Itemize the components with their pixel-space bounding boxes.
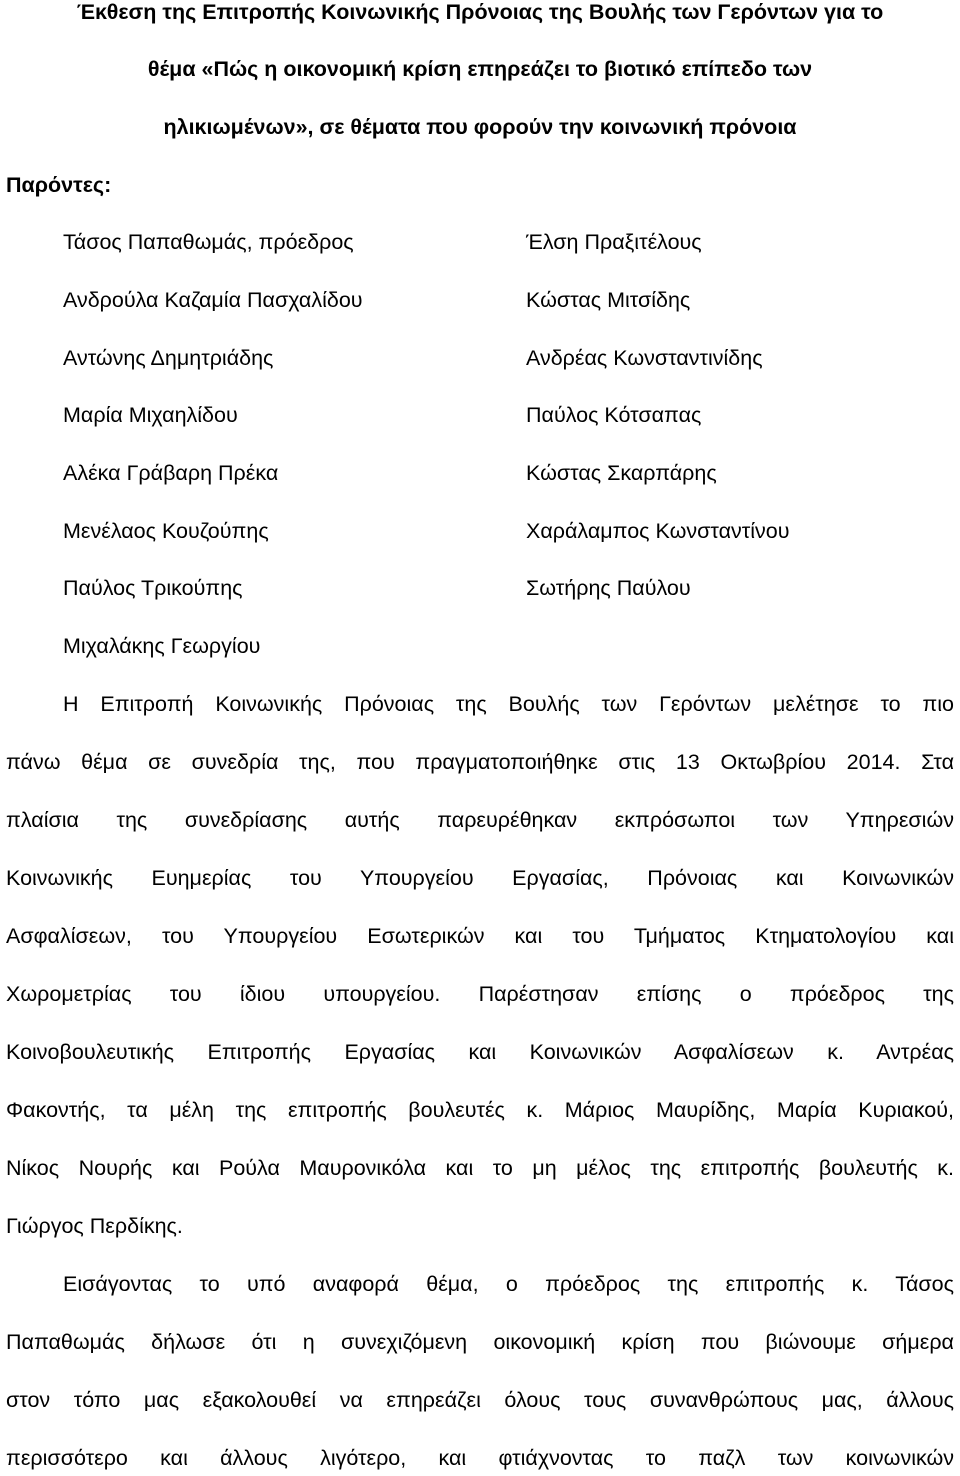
member-left-8: Μιχαλάκης Γεωργίου bbox=[63, 634, 261, 658]
document-title-line-3: ηλικιωμένων», σε θέματα που φορούν την κοινωνική πρόνοια bbox=[163, 115, 797, 139]
paragraph-1-line-2: πάνω θέμα σε συνεδρία της, που πραγματοποιήθηκε στις 13 Οκτωβρίου 2014. Στα bbox=[6, 750, 954, 774]
member-right-2: Κώστας Μιτσίδης bbox=[526, 288, 691, 312]
member-right-5: Κώστας Σκαρπάρης bbox=[526, 461, 717, 485]
member-left-6: Μενέλαος Κουζούπης bbox=[63, 519, 269, 543]
paragraph-2-line-3: στον τόπο μας εξακολουθεί να επηρεάζει όλους τους συνανθρώπους μας, άλλους bbox=[6, 1388, 954, 1412]
member-right-4: Παύλος Κότσαπας bbox=[526, 403, 702, 427]
paragraph-2-line-4: περισσότερο και άλλους λιγότερο, και φτιάχνοντας το παζλ των κοινωνικών bbox=[6, 1446, 954, 1470]
paragraph-1-line-10: Γιώργος Περδίκης. bbox=[6, 1214, 183, 1238]
paragraph-1-line-8: Φακοντής, τα μέλη της επιτροπής βουλευτές κ. Μάριος Μαυρίδης, Μαρία Κυριακού, bbox=[6, 1098, 954, 1122]
paragraph-1-line-5: Ασφαλίσεων, του Υπουργείου Εσωτερικών και του Τμήματος Κτηματολογίου και bbox=[6, 924, 954, 948]
member-left-4: Μαρία Μιχαηλίδου bbox=[63, 403, 238, 427]
member-right-7: Σωτήρης Παύλου bbox=[526, 576, 691, 600]
member-right-3: Ανδρέας Κωνσταντινίδης bbox=[526, 346, 763, 370]
member-left-1: Τάσος Παπαθωμάς, πρόεδρος bbox=[63, 230, 354, 254]
paragraph-1-line-3: πλαίσια της συνεδρίασης αυτής παρευρέθηκαν εκπρόσωποι των Υπηρεσιών bbox=[6, 808, 954, 832]
member-right-6: Χαράλαμπος Κωνσταντίνου bbox=[526, 519, 790, 543]
document-title-line-1: Έκθεση της Επιτροπής Κοινωνικής Πρόνοιας της Βουλής των Γερόντων για το bbox=[76, 0, 884, 24]
member-left-5: Αλέκα Γράβαρη Πρέκα bbox=[63, 461, 279, 485]
paragraph-1-line-1: Η Επιτροπή Κοινωνικής Πρόνοιας της Βουλής των Γερόντων μελέτησε το πιο bbox=[63, 692, 954, 716]
member-right-1: Έλση Πραξιτέλους bbox=[526, 230, 702, 254]
paragraph-1-line-4: Κοινωνικής Ευημερίας του Υπουργείου Εργασίας, Πρόνοιας και Κοινωνικών bbox=[6, 866, 954, 890]
document-title-line-2: θέμα «Πώς η οικονομική κρίση επηρεάζει το βιοτικό επίπεδο των bbox=[147, 57, 813, 81]
member-left-2: Ανδρούλα Καζαμία Πασχαλίδου bbox=[63, 288, 363, 312]
present-label: Παρόντες: bbox=[6, 173, 112, 197]
paragraph-2-line-1: Εισάγοντας το υπό αναφορά θέμα, ο πρόεδρος της επιτροπής κ. Τάσος bbox=[63, 1272, 954, 1296]
paragraph-1-line-7: Κοινοβουλευτικής Επιτροπής Εργασίας και Κοινωνικών Ασφαλίσεων κ. Αντρέας bbox=[6, 1040, 954, 1064]
paragraph-1-line-9: Νίκος Νουρής και Ρούλα Μαυρονικόλα και το μη μέλος της επιτροπής βουλευτής κ. bbox=[6, 1156, 954, 1180]
paragraph-2-line-2: Παπαθωμάς δήλωσε ότι η συνεχιζόμενη οικονομική κρίση που βιώνουμε σήμερα bbox=[6, 1330, 954, 1354]
paragraph-1-line-6: Χωρομετρίας του ίδιου υπουργείου. Παρέστησαν επίσης ο πρόεδρος της bbox=[6, 982, 954, 1006]
member-left-3: Αντώνης Δημητριάδης bbox=[63, 346, 274, 370]
member-left-7: Παύλος Τρικούπης bbox=[63, 576, 243, 600]
